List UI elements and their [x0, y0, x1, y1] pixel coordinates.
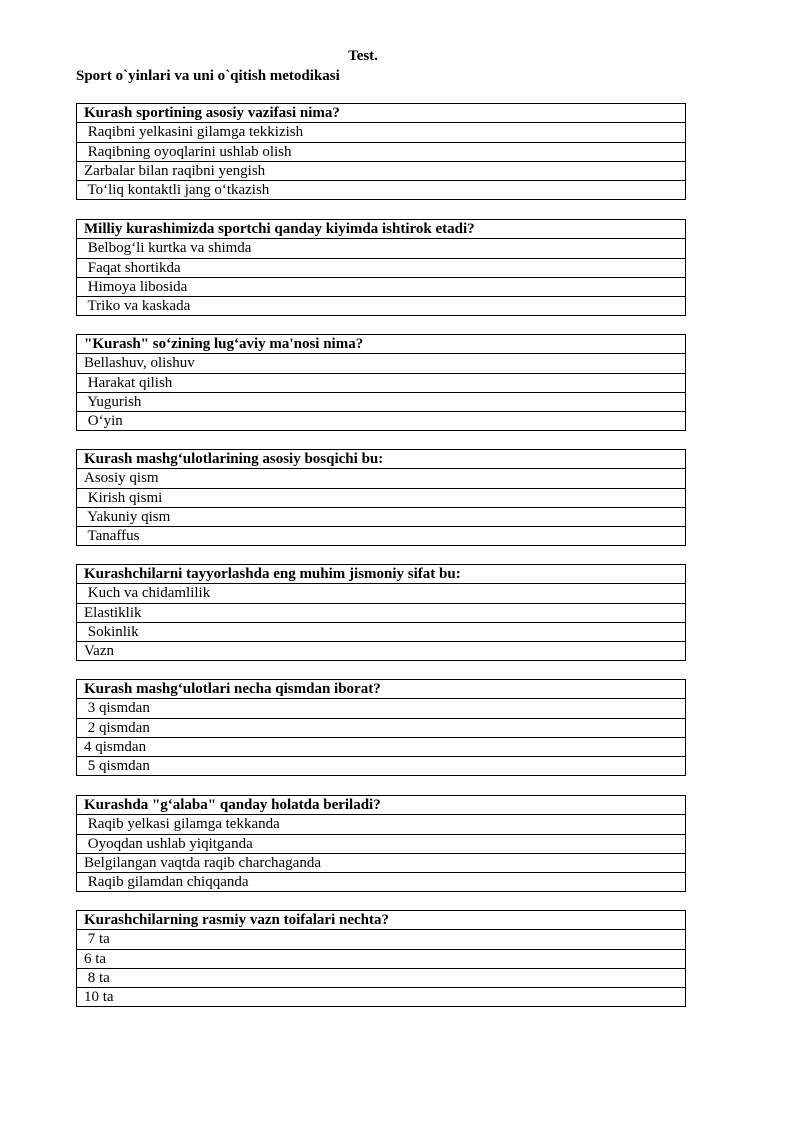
answer-option: 6 ta	[77, 950, 685, 969]
question-text: "Kurash" so‘zining lug‘aviy ma'nosi nima?	[77, 335, 685, 354]
question-text: Kurashda "g‘alaba" qanday holatda beriladi?	[77, 796, 685, 815]
answer-option: To‘liq kontaktli jang o‘tkazish	[84, 182, 270, 199]
answer-option: Faqat shortikda	[77, 259, 685, 278]
answer-option: Vazn	[84, 643, 114, 660]
question-block-1	[76, 103, 686, 200]
answer-option: Belbog‘li kurtka va shimda	[77, 239, 685, 258]
answer-option: 8 ta	[77, 969, 685, 988]
question-block-2	[76, 219, 686, 316]
document-subtitle: Sport o`yinlari va uni o`qitish metodikasi	[76, 68, 340, 84]
answer-option: 2 qismdan	[77, 719, 685, 738]
answer-option: Raqibni yelkasini gilamga tekkizish	[77, 123, 685, 142]
answer-option: Yakuniy qism	[77, 508, 685, 527]
question-text: Kurash sportining asosiy vazifasi nima?	[77, 104, 685, 123]
answer-option: 4 qismdan	[77, 738, 685, 757]
answer-option: 10 ta	[84, 989, 114, 1006]
question-block-7	[76, 795, 686, 892]
answer-option: Kuch va chidamlilik	[77, 584, 685, 603]
question-text: Kurashchilarni tayyorlashda eng muhim jismoniy sifat bu:	[77, 565, 685, 584]
answer-option: 3 qismdan	[77, 699, 685, 718]
answer-option: 7 ta	[77, 930, 685, 949]
question-text: Kurash mashg‘ulotlarining asosiy bosqichi bu:	[77, 450, 685, 469]
question-block-6	[76, 679, 686, 776]
question-block-5	[76, 564, 686, 661]
answer-option: Kirish qismi	[77, 489, 685, 508]
page-title: Test.	[348, 48, 378, 64]
answer-option: Oyoqdan ushlab yiqitganda	[77, 835, 685, 854]
question-block-3	[76, 334, 686, 431]
answer-option: 5 qismdan	[84, 758, 150, 775]
answer-option: Raqib gilamdan chiqqanda	[84, 874, 249, 891]
answer-option: Zarbalar bilan raqibni yengish	[77, 162, 685, 181]
answer-option: Asosiy qism	[77, 469, 685, 488]
answer-option: Bellashuv, olishuv	[77, 354, 685, 373]
answer-option: Belgilangan vaqtda raqib charchaganda	[77, 854, 685, 873]
question-block-8	[76, 910, 686, 1007]
answer-option: O‘yin	[84, 413, 123, 430]
question-text: Kurash mashg‘ulotlari necha qismdan iborat?	[77, 680, 685, 699]
question-text: Kurashchilarning rasmiy vazn toifalari nechta?	[77, 911, 685, 930]
answer-option: Triko va kaskada	[84, 298, 191, 315]
answer-option: Yugurish	[77, 393, 685, 412]
answer-option: Harakat qilish	[77, 374, 685, 393]
answer-option: Himoya libosida	[77, 278, 685, 297]
answer-option: Elastiklik	[77, 604, 685, 623]
answer-option: Raqibning oyoqlarini ushlab olish	[77, 143, 685, 162]
question-block-4	[76, 449, 686, 546]
answer-option: Raqib yelkasi gilamga tekkanda	[77, 815, 685, 834]
answer-option: Tanaffus	[84, 528, 140, 545]
answer-option: Sokinlik	[77, 623, 685, 642]
question-text: Milliy kurashimizda sportchi qanday kiyimda ishtirok etadi?	[77, 220, 685, 239]
